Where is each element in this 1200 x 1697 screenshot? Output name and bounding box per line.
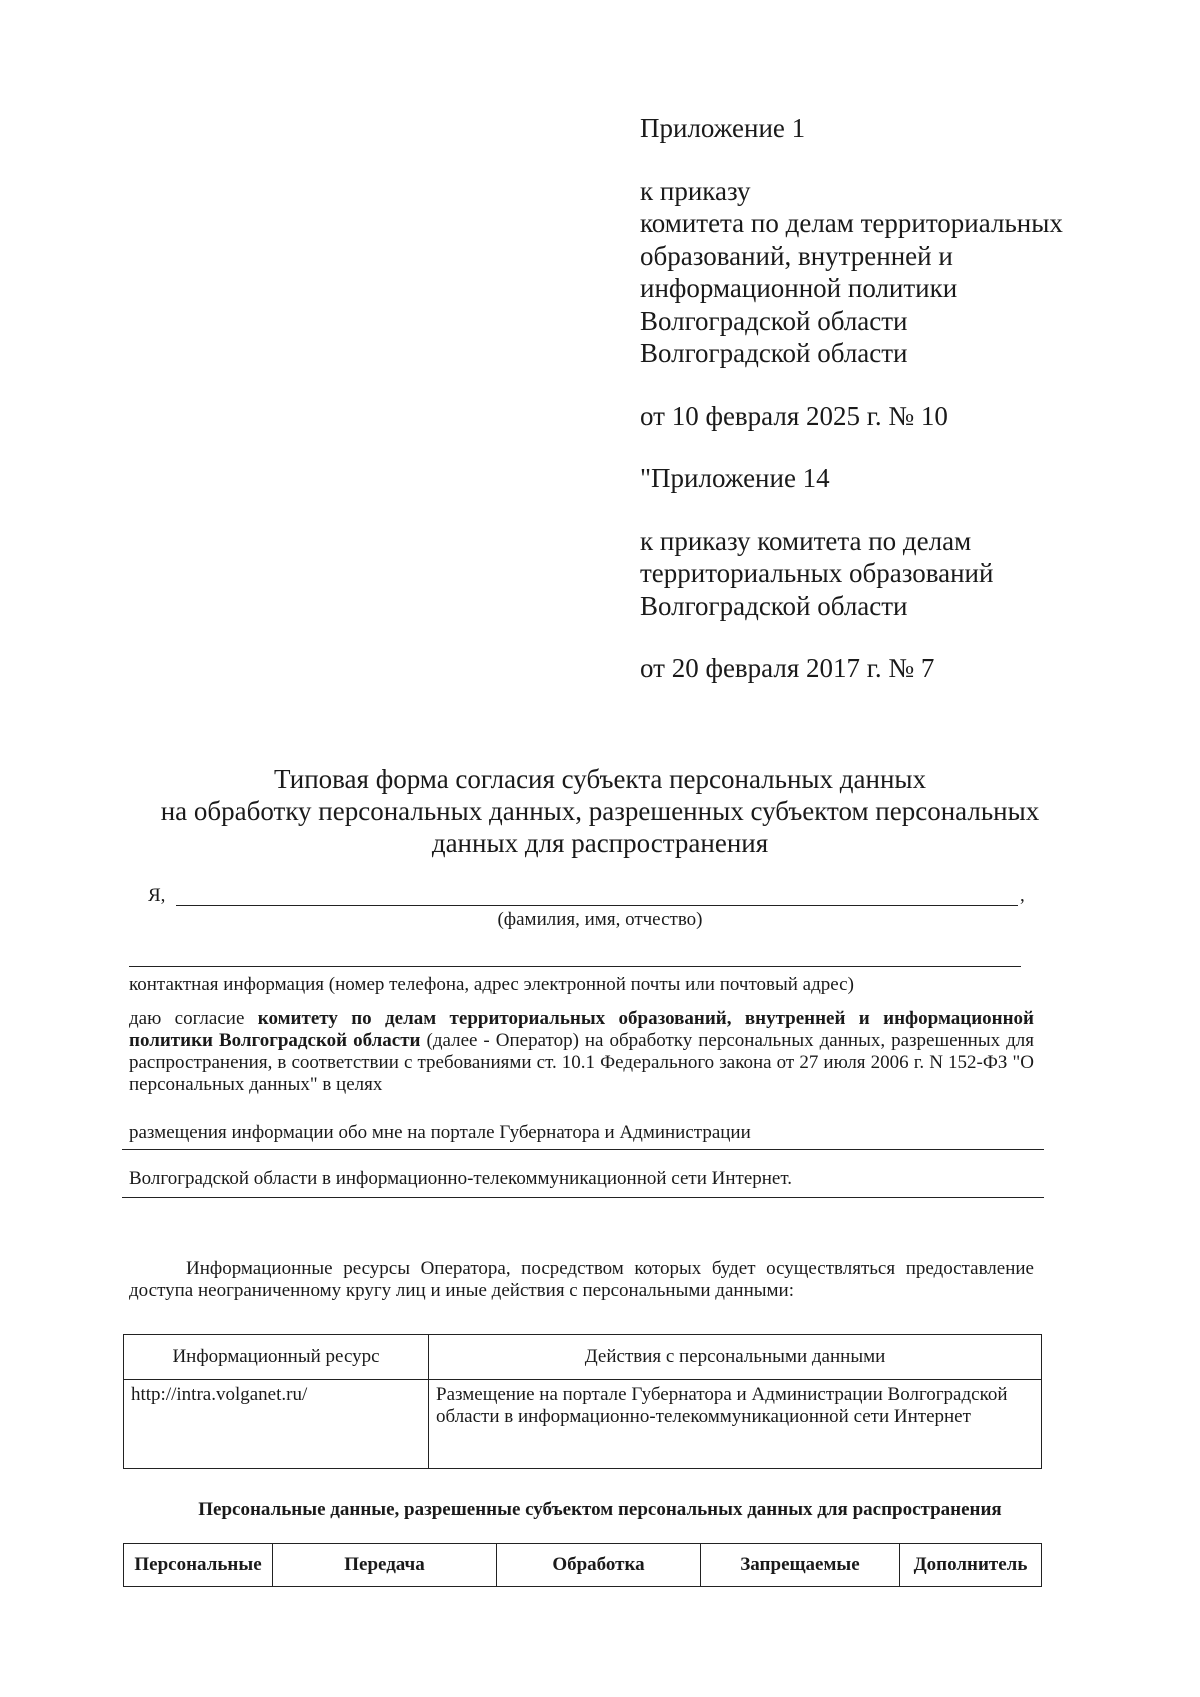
fio-prefix: Я, [148,885,166,906]
purpose-underline [122,1197,1044,1198]
form-title-line: данных для распространения [431,828,769,858]
pd-table [123,1543,1042,1587]
inner-order-line: Волгоградской области [640,590,908,621]
fio-suffix: , [1020,885,1025,906]
table-header-cell: Дополнитель [900,1544,1042,1587]
contact-blank-line[interactable] [129,966,1021,967]
table-header-cell: Информационный ресурс [124,1335,429,1380]
pd-heading: Персональные данные, разрешенные субъектом персональных данных для распространения [198,1499,1002,1520]
table-header-cell: Действия с персональными данными [429,1335,1042,1380]
table-header-cell: Персональные [124,1544,273,1587]
appendix-block [640,112,1063,685]
table-header-row [124,1544,1042,1587]
resource-url-cell [124,1380,429,1469]
table-row [124,1380,1042,1469]
operator-name: комитету по делам территориальных образований, внутренней и информационной политики Волгоградской области [129,1008,1034,1051]
inner-appendix-date: от 20 февраля 2017 г. № 7 [640,653,935,683]
appendix-order-line: Волгоградской области [640,338,908,368]
consent-paragraph [129,1008,1034,1096]
purpose-line: размещения информации обо мне на портале Губернатора и Администрации [129,1122,751,1143]
resource-action-cell: Размещение на портале Губернатора и Администрации Волгоградской области в информационно-телекоммуникационной сети Интернет [429,1380,1042,1469]
appendix-date: от 10 февраля 2025 г. № 10 [640,400,948,431]
table-header-cell: Запрещаемые [701,1544,900,1587]
purpose-underline [122,1149,1044,1150]
purpose-line: Волгоградской области в информационно-телекоммуникационной сети Интернет. [129,1168,792,1189]
table-header-row [124,1335,1042,1380]
fio-caption: (фамилия, имя, отчество) [497,909,703,930]
resource-url: http://intra.volganet.ru/ [131,1384,308,1405]
appendix-order-line: комитета по делам территориальных [640,208,1063,238]
appendix-order-line: Волгоградской области [640,305,908,336]
table-header-cell: Обработка [497,1544,701,1587]
resources-intro: Информационные ресурсы Оператора, посредством которых будет осуществляться предоставление доступа неограниченному кругу лиц и иные действия с персональными данными: [129,1258,1034,1301]
appendix-order-line: к приказу [640,175,751,206]
appendix-order-line: информационной политики [640,273,958,303]
inner-appendix-number: "Приложение 14 [640,463,830,493]
consent-lead: даю согласие [129,1008,258,1029]
appendix-order-line: образований, внутренней и [640,240,953,271]
appendix-number: Приложение 1 [640,113,806,143]
resources-table [123,1334,1042,1469]
contact-caption: контактная информация (номер телефона, адрес электронной почты или почтовый адрес) [129,974,854,995]
form-title [120,763,1080,859]
inner-order-line: территориальных образований [640,558,994,588]
form-title-line: на обработку персональных данных, разрешенных субъектом персональных [160,796,1040,826]
form-title-line: Типовая форма согласия субъекта персональных данных [273,764,927,794]
consent-rest: (далее - Оператор) на обработку персональных данных, разрешенных для распространения, в соответствии с требованиями ст. 10.1 Федерального закона от 27 июля 2006 г. N 152-ФЗ "О персональных данных" в целях [129,1030,1035,1095]
table-header-cell: Передача [273,1544,497,1587]
inner-order-line: к приказу комитета по делам [640,525,972,556]
fio-blank-line[interactable] [176,905,1018,906]
